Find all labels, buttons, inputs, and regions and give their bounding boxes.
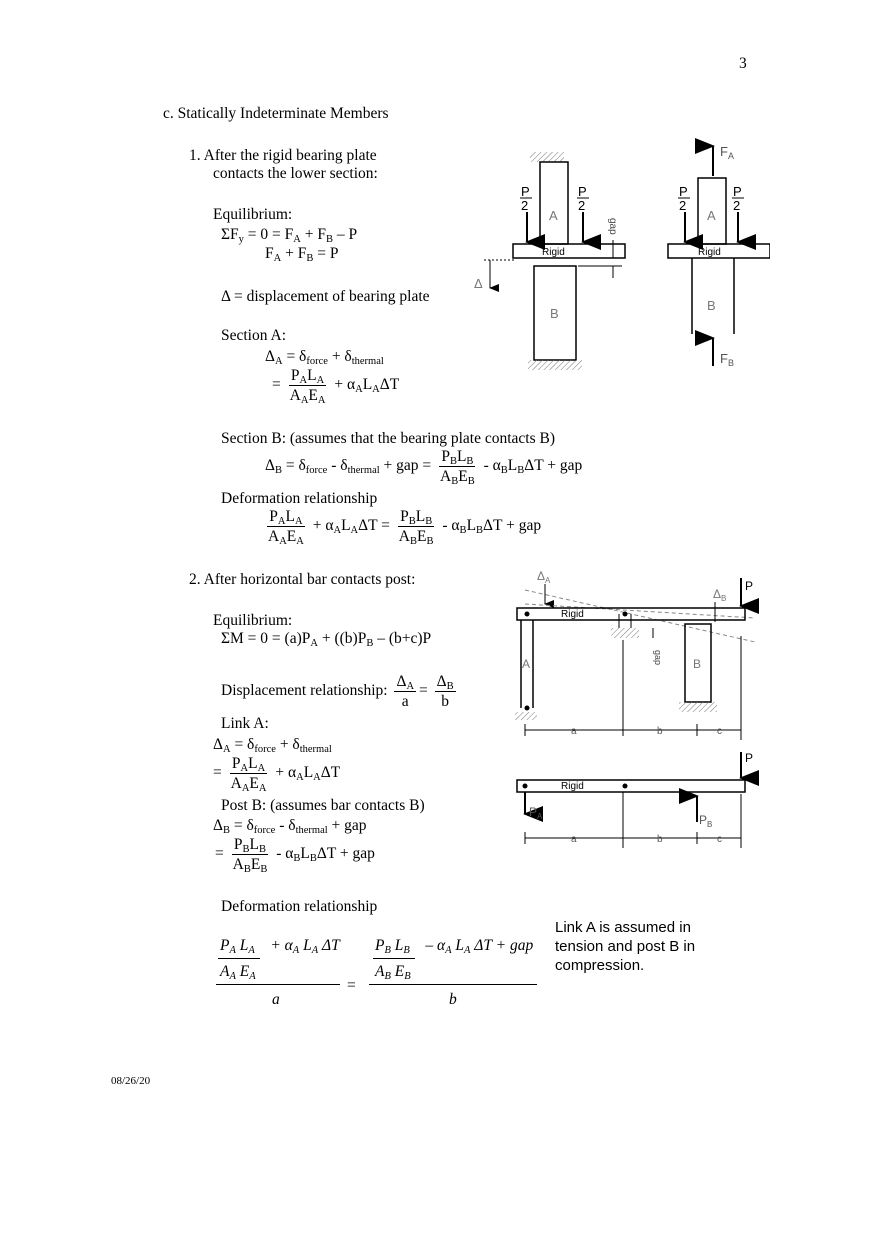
fbd-p-left-den: 2 <box>679 198 687 213</box>
fbd2-pb-label: $P_B$ <box>699 813 713 829</box>
bar-a-label: A <box>549 208 558 223</box>
s2-eq-moment: $\Sigma M = 0 = (a)P_A + ((b)P_B - (b+c)P$ <box>221 630 432 649</box>
fbd2-pa-label: $P_A$ <box>529 805 543 821</box>
s2-link-a-expr: = $\frac{P_AL_A}{A_AE_A}$ + $\alpha_AL_A\Delta T$ <box>213 755 341 794</box>
s1-title-line1: 1. After the rigid bearing plate <box>189 147 377 164</box>
s1-section-b-label: Section B: (assumes that the bearing plate contacts B) <box>221 430 556 447</box>
s2-displacement-rel: Displacement relationship: $\frac{\Delta_A}{a}$ = $\frac{\Delta_B}{b}$ <box>221 673 454 710</box>
rigid-bar-label: Rigid <box>561 609 584 620</box>
fbd2-dim-c: c <box>717 834 722 845</box>
s2-deform-title: Deformation relationship <box>221 898 378 915</box>
fbd-bar-b-label: B <box>707 298 716 313</box>
figure-2-diagram <box>505 566 765 856</box>
fbd2-dim-a: a <box>571 834 577 845</box>
gap-label-2: gap <box>653 650 663 666</box>
bar-b-label: B <box>550 306 559 321</box>
rigid-plate-label: Rigid <box>542 247 565 258</box>
s1-deform-eq: $\frac{P_AL_A}{A_AE_A}$ + $\alpha_AL_A\Delta T$ = $\frac{P_BL_B}{A_BE_B}$ - $\alpha_BL_B\Delta T$ + gap <box>268 508 542 547</box>
p-half-left-num: P <box>521 184 530 199</box>
delta-label: Δ <box>474 276 483 291</box>
s1-delta-a: $\Delta_A = \delta_{force} + \delta_{thermal}$ <box>265 348 384 367</box>
s2-post-b-expr: = $\frac{P_BL_B}{A_BE_B}$ - $\alpha_BL_B\Delta T$ + gap <box>215 836 375 875</box>
p-half-right-num: P <box>578 184 587 199</box>
fa-label: $F_A$ <box>720 144 734 161</box>
p-half-left-den: 2 <box>521 198 529 213</box>
page-number: 3 <box>739 55 747 72</box>
fbd2-rigid-label: Rigid <box>561 781 584 792</box>
s1-title-line2: contacts the lower section: <box>213 165 378 182</box>
top-support-hatch <box>530 152 564 162</box>
s1-delta-def: Δ = displacement of bearing plate <box>221 288 430 305</box>
s2-title: 2. After horizontal bar contacts post: <box>189 571 416 588</box>
s2-link-a-label: Link A: <box>221 715 269 732</box>
dim-c: c <box>717 726 722 737</box>
p-label: P <box>745 579 754 593</box>
p-half-right-den: 2 <box>578 198 586 213</box>
bottom-support-hatch <box>528 360 582 370</box>
s2-post-b-delta: $\Delta_B = \delta_{force} - \delta_{thermal}$ + gap <box>213 817 367 836</box>
fbd2-p-label: P <box>745 751 754 765</box>
s1-eq-fa-fb: $F_A + F_B = P$ <box>265 245 339 264</box>
delta-a-label: $\Delta_A$ <box>537 569 551 585</box>
figure-1-diagram <box>470 138 770 378</box>
gap-label: gap <box>607 218 618 235</box>
link-a-label: A <box>522 657 531 671</box>
s2-post-b-label: Post B: (assumes bar contacts B) <box>221 797 425 814</box>
s1-deform-title: Deformation relationship <box>221 490 378 507</box>
rigid-plate <box>513 244 625 258</box>
delta-b-label: $\Delta_B$ <box>713 587 727 603</box>
s2-note: Link A is assumed in tension and post B in compression. <box>555 919 696 974</box>
fbd-p-left-num: P <box>679 184 688 199</box>
fbd-p-right-den: 2 <box>733 198 741 213</box>
fbd-bar-a-label: A <box>707 208 716 223</box>
footer-date: 08/26/20 <box>111 1075 151 1087</box>
fb-label: $F_B$ <box>720 351 734 368</box>
s2-equilibrium-label: Equilibrium: <box>213 612 293 629</box>
s1-delta-a-expr: = $\frac{P_AL_A}{A_AE_A}$ + $\alpha_AL_A\Delta T$ <box>272 367 400 406</box>
fbd-p-right-num: P <box>733 184 742 199</box>
s1-eq-sum-fy: $\Sigma F_y = 0 = F_A + F_B - P$ <box>221 226 358 245</box>
fbd2-rigid-bar <box>517 780 745 792</box>
s2-link-a-delta: $\Delta_A = \delta_{force} + \delta_{thermal}$ <box>213 736 332 755</box>
section-heading: c. Statically Indeterminate Members <box>163 105 389 122</box>
dim-b: b <box>657 726 663 737</box>
fbd2-dim-b: b <box>657 834 663 845</box>
fbd-rigid-label: Rigid <box>698 247 721 258</box>
s1-equilibrium-label: Equilibrium: <box>213 206 293 223</box>
s1-delta-b: $\Delta_B = \delta_{force} - \delta_{thermal}$ + gap = $\frac{P_BL_B}{A_BE_B}$ - $\alpha_BL_B\Delta T$ + gap <box>265 448 583 487</box>
post-b-label: B <box>693 657 702 671</box>
dim-a: a <box>571 726 577 737</box>
bar-a <box>540 162 568 244</box>
s1-section-a-label: Section A: <box>221 327 287 344</box>
